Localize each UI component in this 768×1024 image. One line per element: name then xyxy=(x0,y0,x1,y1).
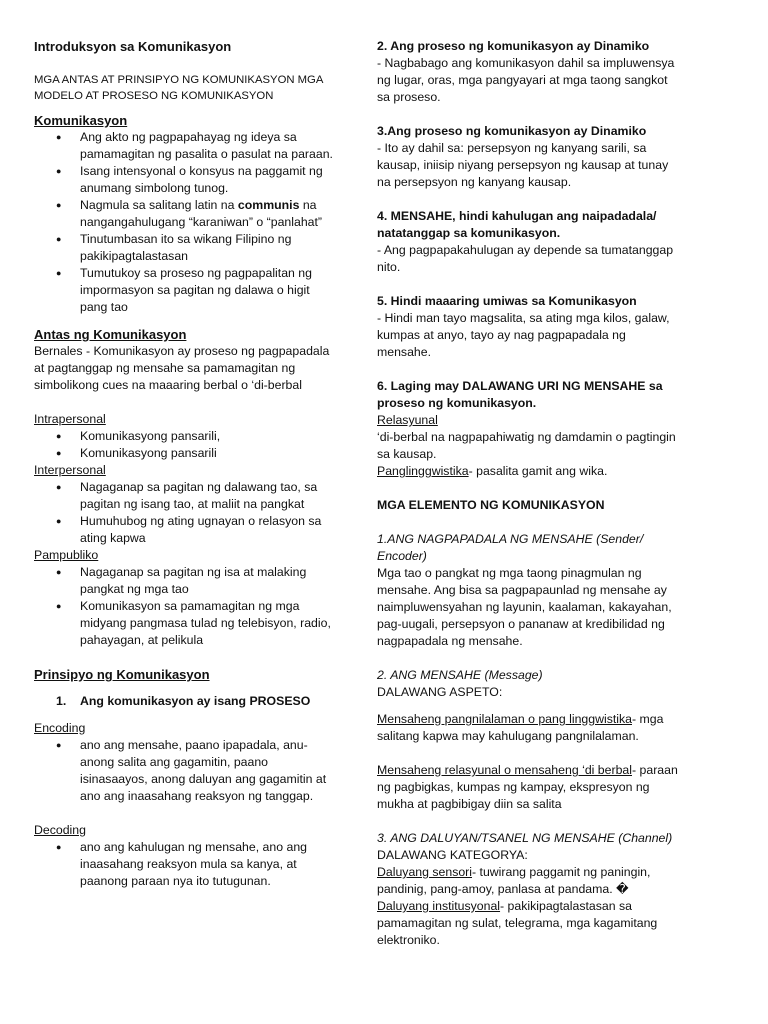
principle-3-heading: 3.Ang proseso ng komunikasyon ay Dinamiko xyxy=(377,124,647,138)
elemento-heading: MGA ELEMENTO NG KOMUNIKASYON xyxy=(377,498,605,512)
interpersonal-list xyxy=(34,479,339,547)
principle-3-text: - Ito ay dahil sa: persepsyon ng kanyang sarili, sa kausap, iniisip niyang persepsyon ng kausap at tunay na persepsyon ng kanyang kausap. xyxy=(377,141,669,189)
list-item: ● Ang akto ng pagpapahayag ng ideya sa pamamagitan ng pasalita o pasulat na paraan. xyxy=(34,129,339,163)
section-heading-komunikasyon: Komunikasyon xyxy=(34,113,128,128)
bold-term: communis xyxy=(237,198,300,212)
section-heading-prinsipyo: Prinsipyo ng Komunikasyon xyxy=(34,667,210,682)
element-2-subheading: DALAWANG ASPETO: xyxy=(377,685,503,699)
element-2-aspect-a xyxy=(377,711,682,745)
decoding-label: Decoding xyxy=(34,823,86,837)
element-3-category-a xyxy=(377,864,682,898)
relasyunal-text: ‘di-berbal na nagpapahiwatig ng damdamin o pagtingin sa kausap. xyxy=(377,430,676,461)
element-2-aspect-b xyxy=(377,762,682,813)
list-item: ● ano ang kahulugan ng mensahe, ano ang inaasahang reaksyon mula sa kanya, at paanong paraan nya ito tutugunan. xyxy=(34,839,339,890)
principle-6-heading: 6. Laging may DALAWANG URI NG MENSAHE sa proseso ng komunikasyon. xyxy=(377,379,663,410)
panglinggwistika-label: Panglinggwistika xyxy=(377,464,469,478)
list-item: ● ano ang mensahe, paano ipapadala, anu-anong salita ang gagamitin, paano isinasaayos, anong daluyan ang gagamitin at ano ang inaasahang reaksyon ng tanggap. xyxy=(34,737,339,805)
category-a-text: - tuwirang paggamit ng paningin, pandinig, pang-amoy, panlasa at pandama. � xyxy=(377,865,651,896)
pampubliko-list xyxy=(34,564,339,649)
list-item: ● Komunikasyon sa pamamagitan ng mga midyang pangmasa tulad ng telebisyon, radio, pahayagan, at pelikula xyxy=(34,598,339,649)
principle-4-text: - Ang pagpapakahulugan ay depende sa tumatanggap nito. xyxy=(377,243,674,274)
document-subtitle: MGA ANTAS AT PRINSIPYO NG KOMUNIKASYON MGA MODELO AT PROSESO NG KOMUNIKASYON xyxy=(34,74,323,102)
intrapersonal-list xyxy=(34,428,339,462)
encoding-label: Encoding xyxy=(34,721,86,735)
principle-5-heading: 5. Hindi maaaring umiwas sa Komunikasyon xyxy=(377,294,637,308)
category-b-label: Daluyang institusyonal xyxy=(377,899,501,913)
principle-4-heading: 4. MENSAHE, hindi kahulugan ang naipadadala/ natatanggap sa komunikasyon. xyxy=(377,209,657,240)
intrapersonal-label: Intrapersonal xyxy=(34,412,106,426)
interpersonal-label: Interpersonal xyxy=(34,463,106,477)
list-item: ● Komunikasyong pansarili xyxy=(34,445,339,462)
document-title: Introduksyon sa Komunikasyon xyxy=(34,39,232,54)
aspect-b-label: Mensaheng relasyunal o mensaheng ‘di berbal xyxy=(377,763,632,777)
principle-2-heading: 2. Ang proseso ng komunikasyon ay Dinamiko xyxy=(377,39,650,53)
list-item: ● Tumutukoy sa proseso ng pagpapalitan ng impormasyon sa pagitan ng dalawa o higit pang tao xyxy=(34,265,339,316)
section-heading-antas: Antas ng Komunikasyon xyxy=(34,327,187,342)
prinsipyo-numbered-list xyxy=(34,693,339,710)
pampubliko-label: Pampubliko xyxy=(34,548,99,562)
category-a-label: Daluyang sensori xyxy=(377,865,473,879)
element-1-text: Mga tao o pangkat ng mga taong pinagmulan ng mensahe. Ang bisa sa pagpapaunlad ng mensahe ay naimpluwensyahan ng layunin, kaalaman, kakayahan, pag-uugali, persepsyon o pananaw at kredibilidad ng nagpapadala ng mensahe. xyxy=(377,566,672,648)
text-span: Nagmula sa salitang latin na xyxy=(80,198,238,212)
list-item xyxy=(34,197,339,231)
encoding-list xyxy=(34,737,339,805)
aspect-b-text: - paraan ng pagbigkas, kumpas ng kampay, ekspresyon ng mukha at pagbibigay diin sa salita xyxy=(377,763,678,811)
list-item: ● Komunikasyong pansarili, xyxy=(34,428,339,445)
text-span: na nangangahulugang “karaniwan” o “panlahat” xyxy=(80,198,323,229)
aspect-a-text: - mga salitang kapwa may kahulugang pangnilalaman. xyxy=(377,712,664,743)
element-3-subheading: DALAWANG KATEGORYA: xyxy=(377,848,528,862)
left-column xyxy=(34,38,339,890)
element-3-heading: 3. ANG DALUYAN/TSANEL NG MENSAHE (Channel) xyxy=(377,831,673,845)
element-2-heading: 2. ANG MENSAHE (Message) xyxy=(377,668,543,682)
list-item: ● Tinutumbasan ito sa wikang Filipino ng pakikipagtalastasan xyxy=(34,231,339,265)
right-column xyxy=(377,38,682,949)
list-item: ● Nagaganap sa pagitan ng dalawang tao, sa pagitan ng isang tao, at maliit na pangkat xyxy=(34,479,339,513)
relasyunal-label: Relasyunal xyxy=(377,413,438,427)
panglinggwistika-line xyxy=(377,463,682,480)
panglinggwistika-text: - pasalita gamit ang wika. xyxy=(468,464,608,478)
category-b-text: - pakikipagtalastasan sa pamamagitan ng sulat, telegrama, mga kagamitang elektroniko. xyxy=(377,899,658,947)
decoding-list xyxy=(34,839,339,890)
antas-intro: Bernales - Komunikasyon ay proseso ng pagpapadala at pagtanggap ng mensahe sa pamamagitan ng simbolikong cues na maaaring berbal o ‘di-berbal xyxy=(34,344,330,392)
element-1-heading: 1.ANG NAGPAPADALA NG MENSAHE (Sender/ Encoder) xyxy=(377,532,644,563)
principle-5-text: - Hindi man tayo magsalita, sa ating mga kilos, galaw, kumpas at anyo, tayo ay nag pagpapadala ng mensahe. xyxy=(377,311,670,359)
aspect-a-label: Mensaheng pangnilalaman o pang linggwistika xyxy=(377,712,632,726)
list-item: ● Humuhubog ng ating ugnayan o relasyon sa ating kapwa xyxy=(34,513,339,547)
element-3-category-b xyxy=(377,898,682,949)
list-item: ● Nagaganap sa pagitan ng isa at malaking pangkat ng mga tao xyxy=(34,564,339,598)
numbered-item: 1. Ang komunikasyon ay isang PROSESO xyxy=(34,693,339,710)
komunikasyon-list xyxy=(34,129,339,316)
principle-2-text: - Nagbabago ang komunikasyon dahil sa impluwensya ng lugar, oras, mga pangyayari at mga taong sangkot sa proseso. xyxy=(377,56,675,104)
list-item: ● Isang intensyonal o konsyus na paggamit ng anumang simbolong tunog. xyxy=(34,163,339,197)
